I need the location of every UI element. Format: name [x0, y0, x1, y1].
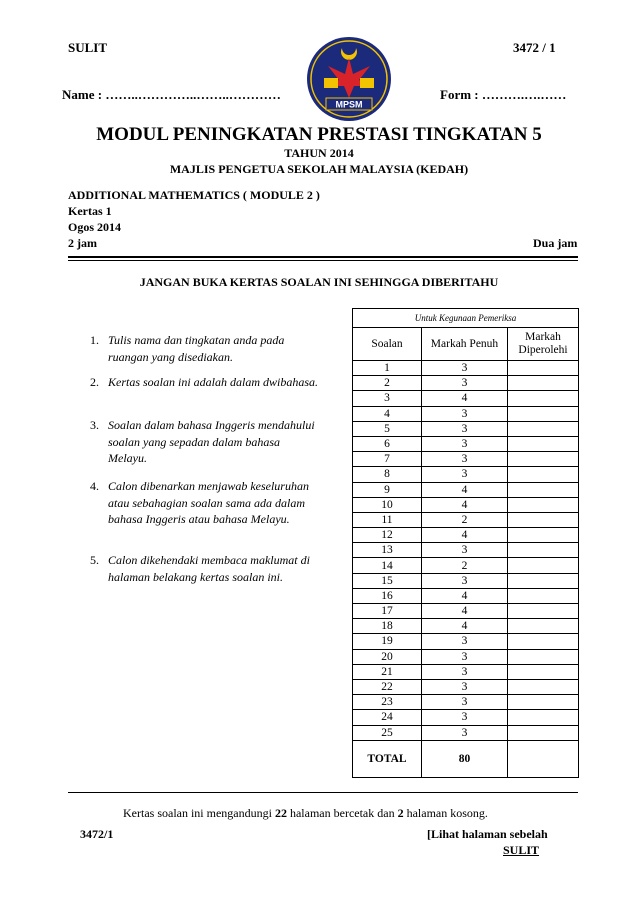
question-number: 22: [353, 679, 422, 694]
table-row: [353, 482, 579, 497]
blank-pages: 2: [397, 806, 404, 820]
main-title: MODUL PENINGKATAN PRESTASI TINGKATAN 5: [96, 124, 542, 145]
full-mark: 4: [422, 528, 508, 543]
full-mark: 3: [422, 664, 508, 679]
paper-code: 3472 / 1: [513, 40, 556, 55]
full-mark: 3: [422, 452, 508, 467]
date-label: Ogos 2014: [68, 220, 122, 234]
name-field: Name : ……..…………..……..…………: [62, 87, 281, 102]
question-number: 2: [353, 376, 422, 391]
full-mark: 3: [422, 467, 508, 482]
table-row: [353, 710, 579, 725]
question-number: 19: [353, 634, 422, 649]
instruction-number: 5.: [90, 553, 99, 567]
full-mark: 3: [422, 649, 508, 664]
total-value: 80: [422, 740, 508, 777]
question-number: 8: [353, 467, 422, 482]
table-row: [353, 573, 579, 588]
table-row: [353, 679, 579, 694]
question-number: 16: [353, 588, 422, 603]
table-row: [353, 497, 579, 512]
question-number: 14: [353, 558, 422, 573]
obtained-mark-cell[interactable]: [508, 467, 579, 482]
obtained-mark-cell[interactable]: [508, 361, 579, 376]
page-count-pre: Kertas soalan ini mengandungi: [123, 806, 275, 820]
table-row: [353, 558, 579, 573]
instruction-2: [90, 374, 320, 391]
full-mark: 3: [422, 361, 508, 376]
table-row: [353, 376, 579, 391]
question-number: 18: [353, 619, 422, 634]
council-label: MAJLIS PENGETUA SEKOLAH MALAYSIA (KEDAH): [169, 162, 469, 176]
table-row: [353, 361, 579, 376]
obtained-mark-cell[interactable]: [508, 588, 579, 603]
question-number: 21: [353, 664, 422, 679]
table-row: [353, 391, 579, 406]
duration-long: Dua jam: [533, 236, 578, 250]
obtained-mark-cell[interactable]: [508, 452, 579, 467]
page-count-post: halaman kosong.: [403, 806, 488, 820]
question-number: 7: [353, 452, 422, 467]
obtained-mark-cell[interactable]: [508, 497, 579, 512]
table-row: [353, 406, 579, 421]
full-mark: 3: [422, 406, 508, 421]
question-number: 23: [353, 695, 422, 710]
question-number: 5: [353, 421, 422, 436]
confidentiality-label: SULIT: [68, 40, 108, 55]
obtained-mark-cell[interactable]: [508, 421, 579, 436]
obtained-mark-cell[interactable]: [508, 436, 579, 451]
instruction-text: Calon dibenarkan menjawab keseluruhan atau sebahagian soalan sama ada dalam bahasa Inggeris atau bahasa Melayu.: [108, 479, 309, 526]
col-full-header: Markah Penuh: [422, 328, 508, 361]
table-row: [353, 725, 579, 740]
instruction-3: [90, 417, 320, 467]
table-row: [353, 588, 579, 603]
obtained-mark-cell[interactable]: [508, 649, 579, 664]
duration-short: 2 jam: [68, 236, 97, 250]
question-number: 15: [353, 573, 422, 588]
page-count-mid: halaman bercetak dan: [286, 806, 398, 820]
table-row: [353, 649, 579, 664]
obtained-mark-cell[interactable]: [508, 664, 579, 679]
obtained-mark-cell[interactable]: [508, 558, 579, 573]
question-number: 4: [353, 406, 422, 421]
full-mark: 4: [422, 588, 508, 603]
full-mark: 4: [422, 497, 508, 512]
divider-thin: [68, 260, 578, 261]
question-number: 9: [353, 482, 422, 497]
obtained-mark-cell[interactable]: [508, 391, 579, 406]
divider-thick: [68, 256, 578, 258]
next-page-note: [Lihat halaman sebelah: [427, 827, 548, 841]
question-number: 12: [353, 528, 422, 543]
total-obtained-cell[interactable]: [508, 740, 579, 777]
instruction-4: [90, 478, 320, 528]
table-row: [353, 528, 579, 543]
footer-divider: [68, 792, 578, 793]
obtained-mark-cell[interactable]: [508, 406, 579, 421]
obtained-mark-cell[interactable]: [508, 512, 579, 527]
subject-label: ADDITIONAL MATHEMATICS ( MODULE 2 ): [68, 188, 320, 202]
full-mark: 3: [422, 679, 508, 694]
full-mark: 3: [422, 634, 508, 649]
obtained-mark-cell[interactable]: [508, 604, 579, 619]
obtained-mark-cell[interactable]: [508, 725, 579, 740]
full-mark: 3: [422, 573, 508, 588]
year-label: TAHUN 2014: [284, 146, 354, 160]
instruction-number: 2.: [90, 375, 99, 389]
full-mark: 4: [422, 604, 508, 619]
full-mark: 3: [422, 376, 508, 391]
marks-table: [352, 308, 579, 778]
obtained-mark-cell[interactable]: [508, 376, 579, 391]
warning-text: JANGAN BUKA KERTAS SOALAN INI SEHINGGA DIBERITAHU: [139, 275, 499, 289]
table-row: [353, 543, 579, 558]
instruction-number: 4.: [90, 479, 99, 493]
obtained-mark-cell[interactable]: [508, 543, 579, 558]
mpsm-logo: [306, 36, 392, 122]
footer-confidentiality: SULIT: [503, 843, 540, 857]
question-number: 6: [353, 436, 422, 451]
page-count-note: [123, 806, 488, 821]
full-mark: 3: [422, 543, 508, 558]
table-row: [353, 421, 579, 436]
table-row: [353, 512, 579, 527]
table-caption: Untuk Kegunaan Pemeriksa: [353, 309, 579, 328]
question-number: 10: [353, 497, 422, 512]
obtained-mark-cell[interactable]: [508, 619, 579, 634]
obtained-mark-cell[interactable]: [508, 695, 579, 710]
paper-label: Kertas 1: [68, 204, 112, 218]
full-mark: 2: [422, 512, 508, 527]
question-number: 3: [353, 391, 422, 406]
full-mark: 4: [422, 391, 508, 406]
footer-code: 3472/1: [80, 827, 114, 841]
full-mark: 2: [422, 558, 508, 573]
instruction-number: 1.: [90, 333, 99, 347]
full-mark: 3: [422, 421, 508, 436]
table-row: [353, 467, 579, 482]
obtained-mark-cell[interactable]: [508, 482, 579, 497]
question-number: 20: [353, 649, 422, 664]
logo-text: MPSM: [335, 99, 363, 110]
full-mark: 3: [422, 436, 508, 451]
table-header-row: [353, 328, 579, 361]
printed-pages: 22: [274, 806, 287, 820]
form-field: Form : ……….….……: [440, 87, 567, 102]
full-mark: 3: [422, 695, 508, 710]
instruction-number: 3.: [90, 418, 99, 432]
total-label: TOTAL: [353, 740, 422, 777]
table-row: [353, 634, 579, 649]
full-mark: 3: [422, 725, 508, 740]
question-number: 24: [353, 710, 422, 725]
table-caption-row: [353, 309, 579, 328]
full-mark: 4: [422, 482, 508, 497]
obtained-mark-cell[interactable]: [508, 634, 579, 649]
instruction-text: Soalan dalam bahasa Inggeris mendahului soalan yang sepadan dalam bahasa Melayu.: [108, 418, 315, 465]
instruction-1: [90, 332, 320, 365]
question-number: 25: [353, 725, 422, 740]
instruction-text: Kertas soalan ini adalah dalam dwibahasa.: [108, 375, 319, 389]
table-row: [353, 664, 579, 679]
full-mark: 3: [422, 710, 508, 725]
obtained-mark-cell[interactable]: [508, 710, 579, 725]
question-number: 1: [353, 361, 422, 376]
obtained-mark-cell[interactable]: [508, 679, 579, 694]
col-question-header: Soalan: [353, 328, 422, 361]
table-row: [353, 436, 579, 451]
table-row: [353, 619, 579, 634]
obtained-mark-cell[interactable]: [508, 573, 579, 588]
total-row: [353, 740, 579, 777]
obtained-mark-cell[interactable]: [508, 528, 579, 543]
question-number: 13: [353, 543, 422, 558]
question-number: 17: [353, 604, 422, 619]
question-number: 11: [353, 512, 422, 527]
instruction-text: Calon dikehendaki membaca maklumat di halaman belakang kertas soalan ini.: [108, 553, 310, 584]
full-mark: 4: [422, 619, 508, 634]
instruction-text: Tulis nama dan tingkatan anda pada ruangan yang disediakan.: [108, 333, 285, 364]
col-obtained-header: Markah Diperolehi: [508, 328, 579, 361]
table-row: [353, 695, 579, 710]
table-row: [353, 604, 579, 619]
table-row: [353, 452, 579, 467]
instruction-5: [90, 552, 320, 585]
